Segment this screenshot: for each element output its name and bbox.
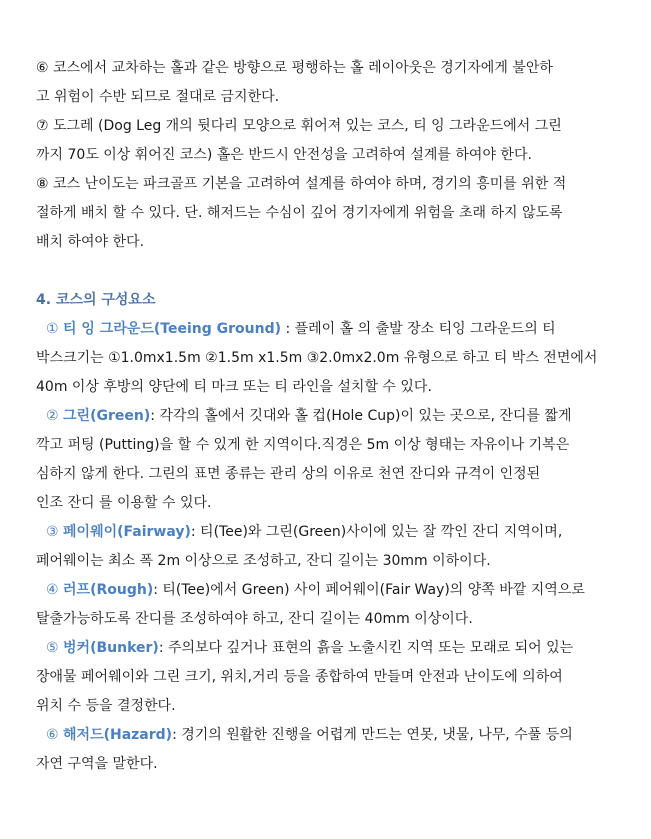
document-page xyxy=(36,54,608,779)
component-number: ② xyxy=(46,408,59,424)
component-description: : 경기의 원활한 진행을 어렵게 만드는 연못, 냇물, 나무, 수풀 등의 xyxy=(172,727,573,743)
component-label: 페이웨이(Fairway) xyxy=(63,524,191,540)
component-description: : 티(Tee)와 그린(Green)사이에 있는 잘 깍인 잔디 지역이며, xyxy=(190,524,563,540)
text-line: 40m 이상 후방의 양단에 티 마크 또는 티 라인을 설치할 수 있다. xyxy=(36,379,432,395)
text-line: 심하지 않게 한다. 그린의 표면 종류는 관리 상의 이유로 천연 잔디와 규격이 인정된 xyxy=(36,466,541,482)
text-line: 박스크기는 ①1.0mx1.5m ②1.5m x1.5m ③2.0mx2.0m 유형으로 하고 티 박스 전면에서 xyxy=(36,350,598,366)
text-line: 배치 하여야 한다. xyxy=(36,234,145,250)
text-line: ⑥ 코스에서 교차하는 홀과 같은 방향으로 평행하는 홀 레이아웃은 경기자에게 불안하 xyxy=(36,60,553,76)
text-line: 탈출가능하도록 잔디를 조성하여야 하고, 잔디 길이는 40mm 이상이다. xyxy=(36,611,473,627)
section-heading: 4. 코스의 구성요소 xyxy=(36,292,156,308)
component-description: : 주의보다 깊거나 표현의 흙을 노출시킨 지역 또는 모래로 되어 있는 xyxy=(158,640,574,656)
text-line: ⑦ 도그레 (Dog Leg 개의 뒷다리 모양으로 휘어져 있는 코스, 티 잉 그라운드에서 그린 xyxy=(36,118,562,134)
component-number: ① xyxy=(46,321,59,337)
text-line: 절하게 배치 할 수 있다. 단. 해저드는 수심이 깊어 경기자에게 위험을 초래 하지 않도록 xyxy=(36,205,563,221)
rule-paragraph xyxy=(36,54,608,112)
component-label: 벙커(Bunker) xyxy=(63,640,159,656)
component-number: ③ xyxy=(46,524,59,540)
text-line: 위치 수 등을 결정한다. xyxy=(36,698,176,714)
component-first-line xyxy=(36,634,608,663)
component-label: 러프(Rough) xyxy=(63,582,154,598)
text-line: 자연 구역을 말한다. xyxy=(36,756,158,772)
component-item xyxy=(36,518,608,576)
text-line: 깍고 퍼팅 (Putting)을 할 수 있게 한 지역이다.직경은 5m 이상 형태는 자유이나 기복은 xyxy=(36,437,570,453)
component-label: 그린(Green) xyxy=(63,408,151,424)
component-first-line xyxy=(36,518,608,547)
component-item xyxy=(36,315,608,402)
component-number: ④ xyxy=(46,582,59,598)
component-item xyxy=(36,402,608,518)
component-first-line xyxy=(36,721,608,750)
component-number: ⑥ xyxy=(46,727,59,743)
component-item xyxy=(36,634,608,721)
rule-paragraph xyxy=(36,112,608,170)
text-line: 고 위험이 수반 되므로 절대로 금지한다. xyxy=(36,89,280,105)
text-line: 페어웨이는 최소 폭 2m 이상으로 조성하고, 잔디 길이는 30mm 이하이다. xyxy=(36,553,491,569)
component-number: ⑤ xyxy=(46,640,59,656)
text-line: 인조 잔디 를 이용할 수 있다. xyxy=(36,495,212,511)
text-line: 까지 70도 이상 휘어진 코스) 홀은 반드시 안전성을 고려하여 설계를 하여야 한다. xyxy=(36,147,532,163)
component-label: 해저드(Hazard) xyxy=(63,727,173,743)
text-line: ⑧ 코스 난이도는 파크골프 기본을 고려하여 설계를 하여야 하며, 경기의 흥미를 위한 적 xyxy=(36,176,567,192)
component-description: : 티(Tee)에서 Green) 사이 페어웨이(Fair Way)의 양쪽 바깥 지역으로 xyxy=(153,582,585,598)
component-description: : 각각의 홀에서 깃대와 홀 컵(Hole Cup)이 있는 곳으로, 잔디를 짧게 xyxy=(150,408,572,424)
section-gap xyxy=(36,257,608,286)
intro-paragraphs xyxy=(36,54,608,257)
text-line: 장애물 페어웨이와 그린 크기, 위치,거리 등을 종합하여 만들며 안전과 난이도에 의하여 xyxy=(36,669,563,685)
component-item xyxy=(36,576,608,634)
rule-paragraph xyxy=(36,170,608,257)
component-first-line xyxy=(36,402,608,431)
component-item xyxy=(36,721,608,779)
component-first-line xyxy=(36,576,608,605)
component-first-line xyxy=(36,315,608,344)
component-description: : 플레이 홀 의 출발 장소 티잉 그라운드의 티 xyxy=(281,321,556,337)
component-label: 티 잉 그라운드(Teeing Ground) xyxy=(63,321,282,337)
course-components-list xyxy=(36,315,608,779)
